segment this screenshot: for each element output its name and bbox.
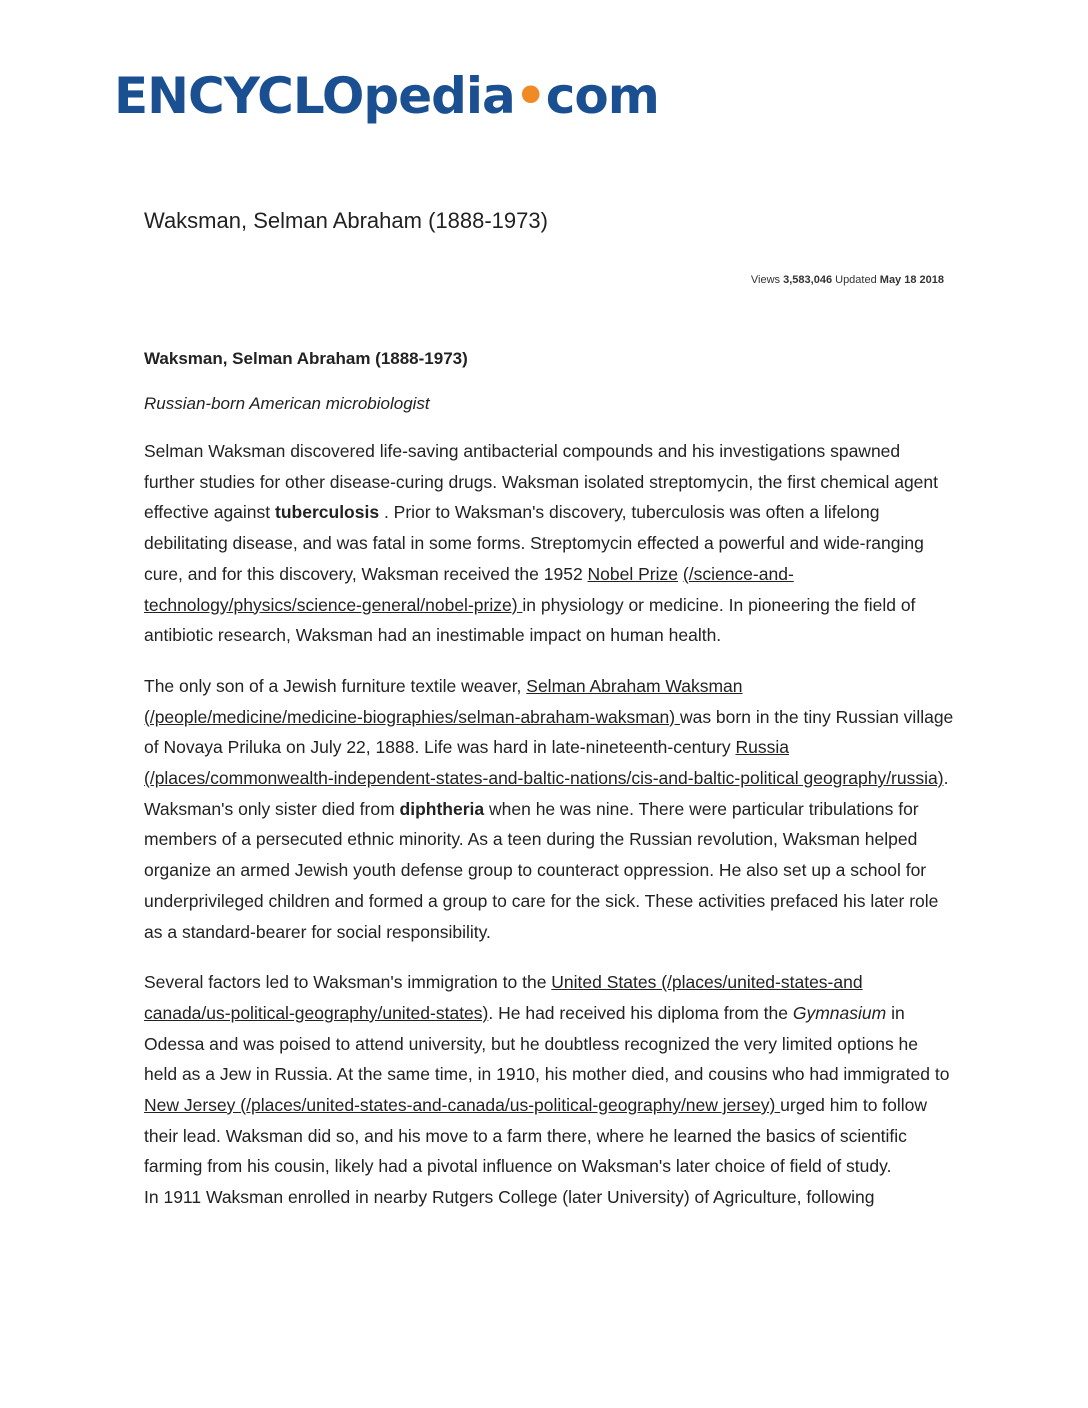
- link-new-jersey[interactable]: New Jersey (/places/united-states-and-canada/us-political-geography/new jersey): [144, 1095, 781, 1116]
- p2-text-1: The only son of a Jewish furniture textile weaver,: [144, 675, 527, 696]
- term-tuberculosis: tuberculosis: [275, 502, 380, 523]
- p2-text-4: when he was nine. There were particular tribulations for members of a persecuted ethnic minority. As a teen during the Russian revolution, Waksman helped organize an armed Jewish youth defense group to counteract oppression. He also set up a school for underprivileged children and formed a group to care for the sick. These activities prefaced his later role as a standard-bearer for social responsibility.: [144, 798, 939, 942]
- page-title: Waksman, Selman Abraham (1888-1973): [144, 208, 548, 233]
- p1-text-4: in physiology or medicine. In pioneering the field of antibiotic research, Waksman had an inestimable impact on human health.: [144, 594, 916, 646]
- link-russia[interactable]: Russia (/places/commonwealth-independent-states-and-baltic-nations/cis-and-baltic-political geography/russia): [144, 737, 944, 789]
- link-selman-waksman[interactable]: Selman Abraham Waksman (/people/medicine/medicine-biographies/selman-abraham-waksman): [144, 675, 743, 727]
- article-subtitle: Russian-born American microbiologist: [144, 394, 430, 413]
- term-gymnasium: Gymnasium: [792, 1002, 887, 1023]
- p3-text-3: in Odessa and was poised to attend university, but he doubtless recognized the very limited options he held as a Jew in Russia. At the same time, in 1910, his mother died, and cousins who had immigrated to: [144, 1002, 950, 1085]
- article-heading: Waksman, Selman Abraham (1888-1973): [144, 349, 468, 368]
- paragraph-2: [144, 671, 954, 947]
- paragraph-3: [144, 967, 954, 1182]
- logo-text-encyclopedia: ENCYCLOpedia: [114, 67, 515, 125]
- p3-text-2: . He had received his diploma from the: [488, 1002, 793, 1023]
- views-label: Views: [750, 274, 781, 286]
- link-united-states[interactable]: United States (/places/united-states-and canada/us-political-geography/united-states): [144, 972, 863, 1023]
- p3-text-4: urged him to follow their lead. Waksman did so, and his move to a farm there, where he learned the basics of scientific farming from his cousin, likely had a pivotal influence on Waksman's later choice of field of study.: [144, 1095, 928, 1177]
- p2-text-3: . Waksman's only sister died from: [144, 768, 949, 819]
- updated-label: Updated: [835, 274, 877, 286]
- term-diphtheria: diphtheria: [399, 798, 485, 819]
- paragraph-1: [144, 436, 954, 651]
- site-logo[interactable]: [114, 66, 659, 126]
- p1-text-2: . Prior to Waksman's discovery, tuberculosis was often a lifelong debilitating disease, and was fatal in some forms. Streptomycin effected a powerful and wide-ranging cure, and for this discovery, Waksman received the 1952: [144, 502, 924, 584]
- article-meta: [751, 274, 944, 286]
- p1-text-1: Selman Waksman discovered life-saving antibacterial compounds and his investigations spawned further studies for other disease-curing drugs. Waksman isolated streptomycin, the first chemical agent effective against: [144, 441, 939, 523]
- paragraph-4: In 1911 Waksman enrolled in nearby Rutgers College (later University) of Agriculture, following: [144, 1187, 875, 1208]
- p3-text-1: Several factors led to Waksman's immigration to the: [144, 972, 552, 993]
- link-nobel-prize-url[interactable]: (/science-and-technology/physics/science-general/nobel-prize): [144, 563, 794, 615]
- p2-text-2: was born in the tiny Russian village of Novaya Priluka on July 22, 1888. Life was hard in late-nineteenth-century: [144, 706, 954, 758]
- article-body: [144, 344, 954, 1213]
- updated-date: May 18 2018: [879, 274, 944, 286]
- views-count: 3,583,046: [783, 274, 833, 286]
- link-nobel-prize[interactable]: Nobel Prize: [587, 563, 679, 584]
- logo-text-com: com: [545, 67, 659, 125]
- logo-dot: •: [514, 67, 546, 125]
